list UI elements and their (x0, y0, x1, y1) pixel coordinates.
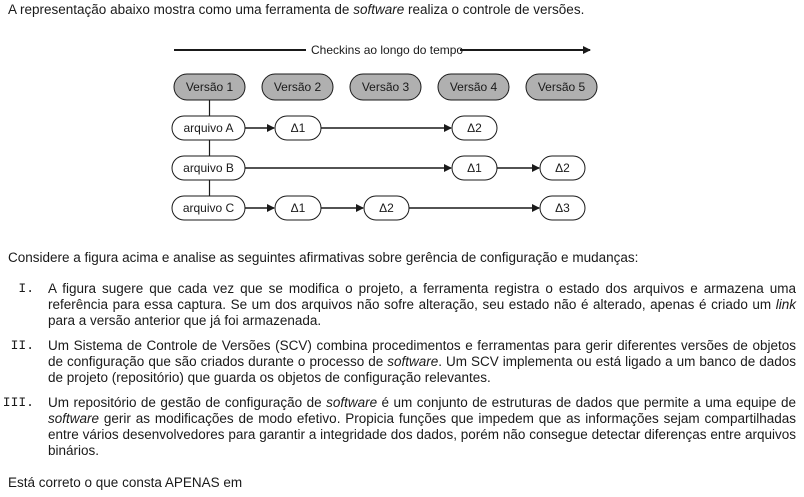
file-label-b: arquivo B (183, 161, 234, 175)
statement-number: III. (2, 395, 34, 410)
timeline-label: Checkins ao longo do tempo (311, 43, 464, 57)
intro-software-term: software (353, 2, 405, 17)
delta-label-b1: Δ1 (467, 161, 482, 175)
emphasized-term: software (48, 411, 100, 426)
version-label-1: Versão 1 (185, 80, 234, 94)
consider-prompt: Considere a figura acima e analise as seguintes afirmativas sobre gerência de configuração e mudanças: (8, 250, 639, 265)
version-label-5: Versão 5 (537, 80, 586, 94)
statement-text-run: Um repositório de gestão de configuração de (48, 395, 327, 410)
statement-text (48, 395, 796, 459)
statement-text (48, 281, 796, 329)
statement-number: I. (18, 281, 34, 296)
version-label-3: Versão 3 (361, 80, 410, 94)
version-boxes (174, 74, 597, 100)
statement-text (48, 338, 796, 386)
emphasized-term: link (775, 297, 796, 312)
delta-label-c1: Δ1 (290, 201, 306, 215)
delta-label-b2: Δ2 (555, 161, 570, 175)
delta-label-a2: Δ2 (467, 121, 482, 135)
intro-text-start: A representação abaixo mostra como uma ferramenta de (8, 2, 354, 17)
delta-label-a1: Δ1 (290, 121, 306, 135)
version-control-diagram (0, 0, 804, 240)
question-closing: Está correto o que consta APENAS em (8, 475, 243, 490)
statement-text-run: . Um SCV implementa ou está ligado a um banco de dados de projeto (repositório) que guarda os objetos de configuração relevantes. (48, 354, 796, 385)
file-label-c: arquivo C (182, 201, 235, 215)
file-boxes (172, 116, 245, 220)
version-label-4: Versão 4 (449, 80, 498, 94)
statement-number: II. (10, 338, 34, 353)
statement-text-run: Um Sistema de Controle de Versões (SCV) combina procedimentos e ferramentas para gerir diferentes versões de objetos de configuração que são criados durante o processo de (48, 338, 796, 369)
timeline (174, 43, 590, 57)
delta-label-c2: Δ2 (379, 201, 394, 215)
statement-text-run: para a versão anterior que já foi armazenada. (48, 313, 322, 328)
statement-text-run: é um conjunto de estruturas de dados que permite a uma equipe de (377, 395, 796, 410)
file-label-a: arquivo A (183, 121, 234, 135)
intro-text-end: realiza o controle de versões. (404, 2, 585, 17)
statement-text-run: gerir as modificações de modo efetivo. Propicia funções que impedem que as informações sejam compartilhadas entre vários desenvolvedores para garantir a integridade dos dados, porém não consegue detectar diferenças entre arquivos binários. (48, 411, 796, 458)
version-label-2: Versão 2 (273, 80, 322, 94)
emphasized-term: software (326, 395, 378, 410)
statement-text-run: A figura sugere que cada vez que se modifica o projeto, a ferramenta registra o estado dos arquivos e armazena uma referência para essa captura. Se um dos arquivos não sofre alteração, seu estado não é alterado, apenas é criado um (48, 281, 796, 312)
emphasized-term: software (387, 354, 439, 369)
delta-label-c3: Δ3 (555, 201, 570, 215)
